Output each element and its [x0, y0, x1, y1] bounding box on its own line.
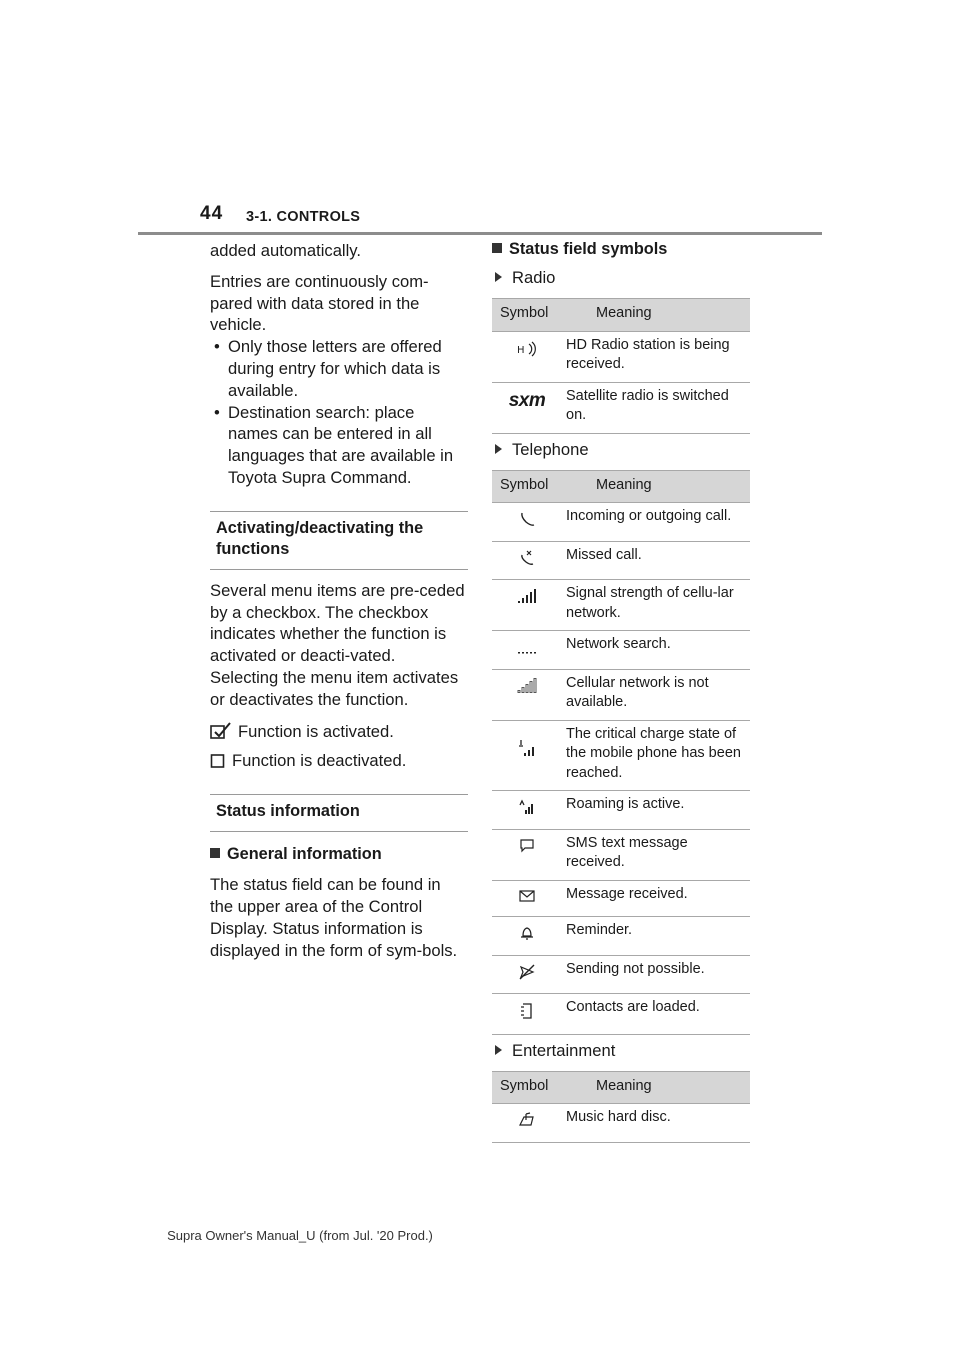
sending-not-possible-icon [518, 964, 536, 980]
meaning-cell: Incoming or outgoing call. [562, 503, 750, 542]
checkbox-checked-icon [210, 722, 232, 740]
table-row [492, 955, 750, 994]
no-network-icon [516, 678, 538, 694]
activated-line [210, 721, 468, 743]
list-item: • Only those letters are offered during entry for which data is available. [210, 336, 468, 401]
table-row [492, 669, 750, 720]
bell-icon [519, 925, 535, 941]
header-rule [138, 232, 822, 235]
radio-symbol-table [492, 298, 750, 434]
meaning-cell: Cellular network is not available. [562, 669, 750, 720]
page-number: 44 [200, 203, 224, 224]
column-header: Meaning [562, 470, 750, 503]
general-information-heading: General information [210, 844, 468, 866]
table-row [492, 331, 750, 382]
table-row [492, 503, 750, 542]
critical-charge-icon [518, 739, 536, 757]
left-column [210, 240, 468, 971]
meaning-cell: The critical charge state of the mobile phone has been reached. [562, 720, 750, 791]
square-bullet-icon [210, 848, 220, 858]
table-row [492, 580, 750, 631]
signal-strength-icon [516, 588, 538, 604]
right-column [492, 240, 750, 1147]
table-header [492, 299, 750, 332]
telephone-label: Telephone [492, 440, 750, 460]
telephone-symbol-table [492, 470, 750, 1035]
sms-icon [518, 838, 536, 854]
meaning-cell: Reminder. [562, 917, 750, 956]
table-row [492, 541, 750, 580]
checkbox-empty-icon [210, 753, 226, 769]
network-search-icon [516, 639, 538, 655]
radio-label: Radio [492, 268, 750, 288]
hd-radio-icon [515, 340, 539, 358]
meaning-cell: SMS text message received. [562, 829, 750, 880]
music-hard-disc-icon [518, 1112, 536, 1128]
table-row [492, 994, 750, 1035]
meaning-cell: Roaming is active. [562, 791, 750, 830]
paragraph: The status field can be found in the upper area of the Control Display. Status information is displayed in the form of sym-bols. [210, 875, 458, 960]
triangle-bullet-icon [495, 272, 502, 282]
meaning-cell: Network search. [562, 631, 750, 670]
deactivated-text: Function is deactivated. [232, 751, 407, 771]
roaming-icon [518, 799, 536, 815]
meaning-cell: Sending not possible. [562, 955, 750, 994]
paragraph: Entries are continuously com-pared with data stored in the vehicle. [210, 271, 429, 335]
column-header: Symbol [492, 470, 562, 503]
meaning-cell: Signal strength of cellu-lar network. [562, 580, 750, 631]
missed-call-icon [518, 550, 536, 566]
svg-text:H: H [517, 344, 525, 356]
meaning-cell: Contacts are loaded. [562, 994, 750, 1035]
deactivated-line [210, 750, 468, 772]
subsection-heading: Activating/deactivating the functions [210, 511, 468, 570]
entertainment-symbol-table [492, 1071, 750, 1143]
paragraph: Several menu items are pre-ceded by a checkbox. The checkbox indicates whether the function is activated or deacti-vated. Selecting the menu item activates or deactivates the function. [210, 580, 465, 709]
table-row [492, 631, 750, 670]
column-header: Symbol [492, 299, 562, 332]
column-header: Meaning [562, 1071, 750, 1104]
table-header [492, 470, 750, 503]
table-row [492, 880, 750, 917]
entertainment-label: Entertainment [492, 1041, 750, 1061]
meaning-cell: Message received. [562, 880, 750, 917]
meaning-cell: Satellite radio is switched on. [562, 382, 750, 433]
triangle-bullet-icon [495, 1045, 502, 1055]
meaning-cell: Music hard disc. [562, 1104, 750, 1143]
triangle-bullet-icon [495, 444, 502, 454]
table-row [492, 720, 750, 791]
table-row [492, 791, 750, 830]
status-field-symbols-heading: Status field symbols [492, 240, 750, 259]
sxm-icon: sxm [508, 389, 546, 411]
list-item: • Destination search: place names can be entered in all languages that are available in Toyota Supra Command. [210, 402, 468, 489]
footer: Supra Owner's Manual_U (from Jul. '20 Prod.) [167, 1228, 433, 1243]
section-title: 3-1. CONTROLS [246, 209, 361, 225]
bullet-list [210, 336, 468, 489]
meaning-cell: HD Radio station is being received. [562, 331, 750, 382]
activated-text: Function is activated. [238, 721, 394, 741]
table-row [492, 382, 750, 433]
meaning-cell: Missed call. [562, 541, 750, 580]
envelope-icon [518, 889, 536, 903]
table-header [492, 1071, 750, 1104]
table-row [492, 917, 750, 956]
paragraph: added automatically. [210, 241, 361, 260]
phone-call-icon [518, 511, 536, 527]
contacts-loaded-icon [519, 1002, 535, 1020]
table-row [492, 1104, 750, 1143]
column-header: Meaning [562, 299, 750, 332]
column-header: Symbol [492, 1071, 562, 1104]
subsection-heading: Status information [210, 794, 468, 832]
table-row [492, 829, 750, 880]
square-bullet-icon [492, 243, 502, 253]
